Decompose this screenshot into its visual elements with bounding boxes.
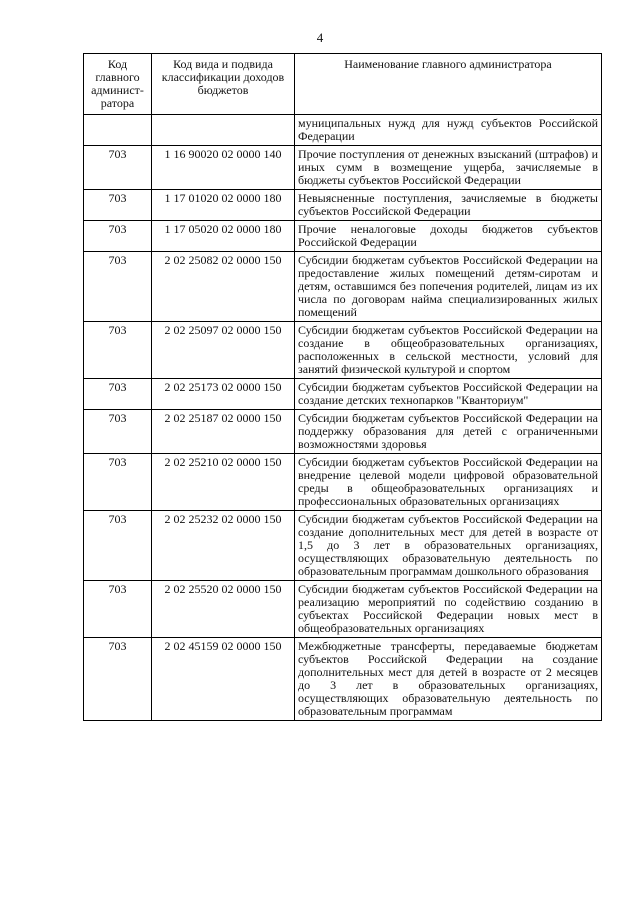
admin-code-cell: 703 — [84, 322, 152, 379]
table-row — [84, 322, 602, 379]
admin-name-cell: Субсидии бюджетам субъектов Российской Федерации на внедрение целевой модели цифровой образовательной среды в общеобразовательных организациях и профессиональных образовательных организациях — [295, 454, 602, 511]
table-row — [84, 581, 602, 638]
revenue-code-cell: 2 02 25187 02 0000 150 — [152, 410, 295, 454]
revenue-code-cell: 2 02 25520 02 0000 150 — [152, 581, 295, 638]
admin-name-cell: Субсидии бюджетам субъектов Российской Федерации на реализацию мероприятий по содействию созданию в субъектах Российской Федерации новых мест в общеобразовательных организациях — [295, 581, 602, 638]
table-body — [84, 115, 602, 721]
revenue-code-cell: 2 02 25082 02 0000 150 — [152, 252, 295, 322]
admin-name-cell: Субсидии бюджетам субъектов Российской Федерации на создание детских технопарков "Кванториум" — [295, 379, 602, 410]
revenue-code-cell: 2 02 45159 02 0000 150 — [152, 638, 295, 721]
admin-code-cell: 703 — [84, 146, 152, 190]
admin-code-cell: 703 — [84, 252, 152, 322]
table-row — [84, 252, 602, 322]
revenue-code-cell: 1 17 01020 02 0000 180 — [152, 190, 295, 221]
revenue-code-cell — [152, 115, 295, 146]
admin-code-cell: 703 — [84, 190, 152, 221]
admin-code-cell: 703 — [84, 379, 152, 410]
header-revenue-code: Код вида и подвида классификации доходов бюджетов — [152, 54, 295, 115]
admin-code-cell: 703 — [84, 638, 152, 721]
revenue-classification-table — [83, 53, 602, 721]
header-admin-name: Наименование главного администратора — [295, 54, 602, 115]
revenue-code-cell: 2 02 25210 02 0000 150 — [152, 454, 295, 511]
table-row — [84, 638, 602, 721]
admin-code-cell: 703 — [84, 511, 152, 581]
revenue-code-cell: 1 16 90020 02 0000 140 — [152, 146, 295, 190]
table-row — [84, 511, 602, 581]
table-row — [84, 146, 602, 190]
table-header-row — [84, 54, 602, 115]
admin-name-cell: Невыясненные поступления, зачисляемые в бюджеты субъектов Российской Федерации — [295, 190, 602, 221]
table-row — [84, 379, 602, 410]
header-admin-code: Код главного админист-ратора — [84, 54, 152, 115]
revenue-code-cell: 2 02 25097 02 0000 150 — [152, 322, 295, 379]
admin-name-cell: муниципальных нужд для нужд субъектов Российской Федерации — [295, 115, 602, 146]
admin-name-cell: Прочие неналоговые доходы бюджетов субъектов Российской Федерации — [295, 221, 602, 252]
admin-name-cell: Субсидии бюджетам субъектов Российской Федерации на создание дополнительных мест для детей в возрасте от 1,5 до 3 лет в образовательных организациях, осуществляющих образовательную деятельность по образовательным программам дошкольного образования — [295, 511, 602, 581]
admin-code-cell — [84, 115, 152, 146]
admin-code-cell: 703 — [84, 581, 152, 638]
revenue-code-cell: 2 02 25173 02 0000 150 — [152, 379, 295, 410]
admin-code-cell: 703 — [84, 454, 152, 511]
table-row — [84, 190, 602, 221]
revenue-code-cell: 1 17 05020 02 0000 180 — [152, 221, 295, 252]
admin-name-cell: Субсидии бюджетам субъектов Российской Федерации на поддержку образования для детей с ограниченными возможностями здоровья — [295, 410, 602, 454]
admin-code-cell: 703 — [84, 221, 152, 252]
admin-name-cell: Субсидии бюджетам субъектов Российской Федерации на создание в общеобразовательных организациях, расположенных в сельской местности, условий для занятий физической культурой и спортом — [295, 322, 602, 379]
table-row — [84, 221, 602, 252]
admin-name-cell: Субсидии бюджетам субъектов Российской Федерации на предоставление жилых помещений детям-сиротам и детям, оставшимся без попечения родителей, лицам из их числа по договорам найма специализированных жилых помещений — [295, 252, 602, 322]
table-row — [84, 115, 602, 146]
page-number: 4 — [316, 30, 324, 45]
admin-name-cell: Межбюджетные трансферты, передаваемые бюджетам субъектов Российской Федерации на создание дополнительных мест для детей в возрасте от 2 месяцев до 3 лет в образовательных организациях, осуществляющих образовательную деятельность по образовательным программам — [295, 638, 602, 721]
revenue-code-cell: 2 02 25232 02 0000 150 — [152, 511, 295, 581]
admin-name-cell: Прочие поступления от денежных взысканий (штрафов) и иных сумм в возмещение ущерба, зачисляемые в бюджеты субъектов Российской Федерации — [295, 146, 602, 190]
admin-code-cell: 703 — [84, 410, 152, 454]
table-row — [84, 410, 602, 454]
table-row — [84, 454, 602, 511]
